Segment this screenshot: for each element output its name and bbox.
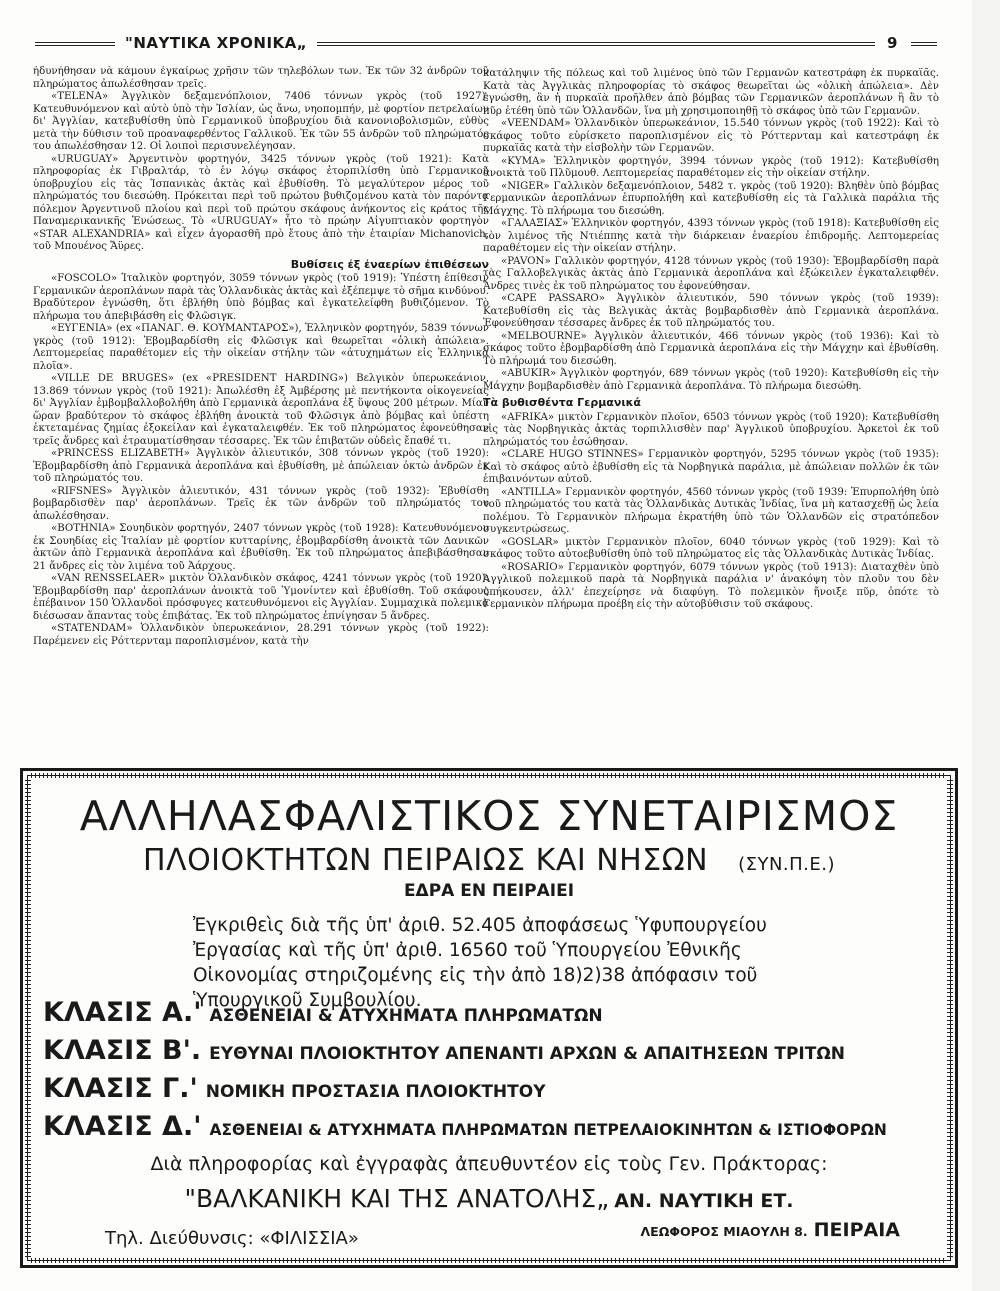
ad-title-line2-text: ΠΛΟΙΟΚΤΗΤΩΝ ΠΕΙΡΑΙΩΣ ΚΑΙ ΝΗΣΩΝ [142, 843, 709, 878]
ad-class-label: ΚΛΑΣΙΣ Γ.' [43, 1073, 198, 1104]
article-paragraph: «VAN RENSSELAER» μικτὸν Ὁλλανδικὸν σκάφος, 4241 τόννων γκρὸς (τοῦ 1920): Ἐβομβαρδίσθη παρ' ἀεροπλάνων ἀνοικτὰ τοῦ Ὑμονίντεν καὶ ἐβυθίσθη. Τοῦ σκάφους ἐπέβαινον 150 Ὁλλανδοὶ πρόσφυγες κατευθυνόμενοι εἰς Ἀγγλίαν. Συμμαχικὰ πολεμικὰ διέσωσαν ἅπαντας τοὺς ἐπιβάτας. Ἐκ τοῦ πληρώματος ἐπνίγησαν 5 ἄνδρες. [33, 573, 489, 622]
ad-class-label: ΚΛΑΣΙΣ Δ.' [43, 1111, 202, 1142]
header-rule-middle [317, 42, 875, 46]
article-paragraph: «VILLE DE BRUGES» (ex «PRESIDENT HARDING») Βελγικὸν ὑπερωκεάνιον, 13.869 τόννων γκρὸς (τοῦ 1921): Ἀπωλέσθη ἐξ Ἀμβέρσης μὲ πεντήκοντα οἰκογενείας δι' Ἀγγλίαν ἐμβομβαλλοβολήθη ἀπὸ Γερμανικὰ ἀεροπλάνα ἐξ ὕψους 200 μέτρων. Μίαν ὥραν βραδύτερον τὸ σκάφος ἐβλήθη ἀνοικτὰ τοῦ Φλῶσιγκ ἀπὸ βόμβας καὶ ὑπέστη ἐκτεταμένας ζημίας ἐξοκείλαν καὶ ἐγκαταλειφθέν. Ἐκ τοῦ πληρώματος ἐφονεύθησαν τρεῖς ἄνδρες καὶ ἐτραυματίσθησαν τέσσαρες. Ἐκ τῶν ἐπιβατῶν οὐδεὶς ἔπαθέ τι. [33, 373, 489, 447]
article-paragraph: «ΓΑΛΑΞΙΑΣ» Ἑλληνικὸν φορτηγόν, 4393 τόννων γκρὸς (τοῦ 1918): Κατεβυθίσθη εἰς τὸν λιμένος τῆς Ντιέππης κατὰ τὴν διάρκειαν ἐναερίου ἐπιδρομῆς. Λεπτομερείας παραθέτομεν εἰς τὴν οἰκείαν στήλην. [483, 218, 939, 254]
ad-contact-line: Διὰ πληροφορίας καὶ ἐγγραφὰς ἀπευθυντέον εἰς τοὺς Γεν. Πράκτορας: [150, 1153, 828, 1175]
article-paragraph: «TELENA» Ἀγγλικὸν δεξαμενόπλοιον, 7406 τόννων γκρὸς (τοῦ 1927): Κατευθυνόμενον καὶ αὐτὸ ὑπὸ τὴν Ἰσλίαν, ὡς ἄνω, νηοπομπήν, μὲ φορτίον πετρελαίων δι' Ἀγγλίαν, κατεβυθίσθη ὑπὸ Γερμανικοῦ ὑποβρυχίου διὰ κανονιοβολισμῶν, εὐθὺς μετὰ τὴν δύθισιν τοῦ προαναφερθέντος Γαλλικοῦ. Ἐκ τῶν 55 ἀνδρῶν τοῦ πληρώματός του ἀπωλέσθησαν 12. Οἱ λοιποὶ περισυνελέγησαν. [33, 91, 489, 152]
article-paragraph: «ABUKIR» Ἀγγλικὸν φορτηγόν, 689 τόννων γκρὸς (τοῦ 1920): Κατεβυθίσθη εἰς τὴν Μάγχην βομβαρδισθὲν ἀπὸ Γερμανικὰ ἀεροπλάνα. Τὸ πλήρωμα διεσώθη. [483, 368, 939, 392]
left-column [33, 66, 489, 766]
ad-telegraph-address: Τηλ. Διεύθυνσις: «ΦΙΛΙΣΣΙΑ» [105, 1228, 359, 1249]
ad-approval-text: Ἐγκριθεὶς διὰ τῆς ὑπ' ἀριθ. 52.405 ἀποφάσεως Ὑφυπουργείου Ἐργασίας καὶ τῆς ὑπ' ἀριθ. 16560 τοῦ Ὑπουργείου Ἐθνικῆς Οἰκονομίας στηριζομένης εἰς τὴν ἀπὸ 18)2)38 ἀπόφασιν τοῦ Ὑπουργικοῦ Συμβουλίου. [193, 915, 767, 1011]
ad-agent-suffix: ΑΝ. ΝΑΥΤΙΚΗ ΕΤ. [614, 1190, 794, 1212]
ad-class-b [43, 1035, 845, 1066]
article-paragraph: «GOSLAR» μικτὸν Γερμανικὸν πλοῖον, 6040 τόννων γκρὸς (τοῦ 1929): Καὶ τὸ σκάφος τοῦτο αὐτοεβυθίσθη ὑπὸ τοῦ πληρώματος εἰς τὰς Ὁλλανδικὰς Δυτικὰς Ἰνδίας. [483, 536, 939, 560]
article-paragraph: «MELBOURNE» Ἀγγλικὸν ἁλιευτικόν, 466 τόννων γκρὸς (τοῦ 1936): Καὶ τὸ σκάφος τοῦτο ἐβομβαρδίσθη ἀπὸ Γερμανικὰ ἀεροπλάνα εἰς τὴν Μάγχην καὶ ἐβυθίσθη. Τὸ πλήρωμά του διεσώθη. [483, 330, 939, 367]
article-paragraph: «AFRIKA» μικτὸν Γερμανικὸν πλοῖον, 6503 τόννων γκρὸς (τοῦ 1920): Κατεβυθίσθη εἰς τὰς Νορβηγικὰς ἀκτὰς τορπιλλισθὲν παρ' Ἀγγλικοῦ ὑποβρυχίου. Ἀρκετοὶ ἐκ τοῦ πληρώματός του ἐσώθησαν. [483, 411, 939, 448]
page-number: 9 [887, 34, 898, 52]
ad-class-desc: ΑΣΘΕΝΕΙΑΙ & ΑΤΥΧΗΜΑΤΑ ΠΛΗΡΩΜΑΤΩΝ ΠΕΤΡΕΛΑΙΟΚΙΝΗΤΩΝ & ΙΣΤΙΟΦΟΡΩΝ [209, 1121, 887, 1139]
ad-street-address [640, 1219, 900, 1241]
article-paragraph: «FOSCOLO» Ἰταλικὸν φορτηγόν, 3059 τόννων γκρὸς (τοῦ 1919): Ὑπέστη ἐπίθεσιν Γερμανικῶν ἀεροπλάνων παρὰ τὰς Ὁλλανδικὰς ἀκτὰς καὶ ἐξέπεμψε τὸ σῆμα κινδύνου. Βραδύτερον ἐγνώσθη, ὅτι ἐβλήθη ὑπὸ βόμβας καὶ ἐγκατελείφθη βυθιζόμενον. Τὸ πλήρωμα του ἀπεβιβάσθη εἰς Φλῶσιγκ. [33, 273, 489, 322]
article-paragraph: κατάληψιν τῆς πόλεως καὶ τοῦ λιμένος ὑπὸ τῶν Γερμανῶν κατεστράφη ἐκ πυρκαϊᾶς. Κατὰ τὰς Ἀγγλικὰς πληροφορίας τὸ σκάφος θεωρεῖται ὡς «ὁλικὴ ἀπώλεια». Δὲν ἐγνώσθη, ἂν ἡ πυρκαϊὰ προῆλθεν ἀπὸ βόμβας τῶν Γερμανικῶν ἀεροπλάνων ἢ ἂν τὸ πῦρ ἐτέθη ὑπὸ τῶν Ὁλλανδῶν, ἵνα μὴ χρησιμοποιηθῇ τὸ σκάφος ὑπὸ τῶν Γερμανῶν. [483, 68, 939, 117]
ad-class-label: ΚΛΑΣΙΣ Β'. [43, 1035, 202, 1066]
article-paragraph: «NIGER» Γαλλικὸν δεξαμενόπλοιον, 5482 τ. γκρὸς (τοῦ 1920): Βληθὲν ὑπὸ βόμβας Γερμανικῶν ἀεροπλάνων ἐπυρπολήθη καὶ κατεβυθίσθη εἰς τὰ Γαλλικὰ παράλια τῆς Μάγχης. Τὸ πλήρωμα του διεσώθη. [483, 180, 939, 217]
article-paragraph: «RIFSNES» Ἀγγλικὸν ἁλιευτικόν, 431 τόννων γκρὸς (τοῦ 1932): Ἐβυθίσθη βομβαρδισθὲν παρ' ἀεροπλάνων. Τρεῖς ἐκ τῶν ἀνδρῶν τοῦ πληρώματός του ἀπωλέσθησαν. [33, 485, 489, 522]
insurance-advertisement [20, 768, 958, 1268]
running-title: "ΝΑΥΤΙΚΑ ΧΡΟΝΙΚΑ„ [125, 34, 308, 52]
ad-hatch-border-top [31, 773, 947, 778]
ad-agent [23, 1184, 955, 1213]
ad-agent-name: "ΒΑΛΚΑΝΙΚΗ ΚΑΙ ΤΗΣ ΑΝΑΤΟΛΗΣ„ [184, 1184, 610, 1213]
ad-class-desc: ΝΟΜΙΚΗ ΠΡΟΣΤΑΣΙΑ ΠΛΟΙΟΚΤΗΤΟΥ [205, 1082, 546, 1102]
ad-class-d [43, 1111, 887, 1142]
article-paragraph: «PRINCESS ELIZABETH» Ἀγγλικὸν ἁλιευτικόν, 308 τόννων γκρὸς (τοῦ 1920): Ἐβομβαρδίσθη ἀπὸ Γερμανικὰ ἀεροπλάνα καὶ ἐβυθίσθη, μὲ ἀπώλειαν ὀκτὼ ἀνδρῶν ἐκ τοῦ πληρώματός του. [33, 448, 489, 484]
page-edge-shadow [972, 0, 1000, 1291]
header-rule-left [35, 42, 115, 46]
article-paragraph: «BOTHNIA» Σουηδικὸν φορτηγόν, 2407 τόννων γκρὸς (τοῦ 1928): Κατευθυνόμενον ἐκ Σουηδίας εἰς Ἰταλίαν μὲ φορτίον κυτταρίνης, ἐβομβαρδίσθη ἀνοικτὰ τῶν Δανικῶν ἀκτῶν ἀπὸ Γερμανικὰ ἀεροπλάνα καὶ ἐβυθίσθη. Ἐκ τοῦ πληρώματος ἀπεβιβάσθησαν 21 ἄνδρες εἰς τὸν λιμένα τοῦ Ἀάρχους. [33, 523, 489, 572]
article-paragraph: «ΚΥΜΑ» Ἑλληνικὸν φορτηγόν, 3994 τόννων γκρὸς (τοῦ 1912): Κατεβυθίσθη ἀνοικτὰ τοῦ Πλῦμουθ. Λεπτομερείας παραθέτομεν εἰς τὴν οἰκείαν στήλην. [483, 155, 939, 179]
ad-address-city: ΠΕΙΡΑΙΑ [813, 1219, 900, 1241]
right-column [483, 68, 939, 768]
article-paragraph: «ΕΥΓΕΝΙΑ» (ex «ΠΑΝΑΓ. Θ. ΚΟΥΜΑΝΤΑΡΟΣ»), Ἑλληνικὸν φορτηγόν, 5839 τόννων γκρὸς (τοῦ 1912): Ἐβομβαρδίσθη εἰς Φλῶσιγκ καὶ θεωρεῖται «ὁλικὴ ἀπώλεια». Λεπτομερείας παραθέτομεν εἰς τὴν οἰκείαν στήλην τῶν «ἀτυχημάτων εἰς Ἑλληνικὰ πλοῖα». [33, 323, 489, 372]
article-paragraph: «STATENDAM» Ὁλλανδικὸν ὑπερωκεάνιον, 28.291 τόννων γκρὸς (τοῦ 1922): Παρέμενεν εἰς Ρόττερνταμ παροπλισμένον, κατὰ τὴν [33, 623, 489, 647]
section-heading-german-sunk: Τὰ βυθισθέντα Γερμανικά [483, 396, 641, 409]
article-paragraph: «VEENDAM» Ὁλλανδικὸν ὑπερωκεάνιον, 15.540 τόννων γκρὸς (τοῦ 1922): Καὶ τὸ σκάφος τοῦτο εὑρίσκετο παροπλισμένον εἰς τὸ Ρόττερνταμ καὶ κατεστράφη ἐκ πυρκαϊᾶς κατὰ τὴν εἰσβολὴν τῶν Γερμανῶν. [483, 118, 939, 154]
article-paragraph: ἠδυνήθησαν νὰ κάμουν ἐγκαίρως χρῆσιν τῶν τηλεβόλων των. Ἐκ τῶν 32 ἀνδρῶν τοῦ πληρώματος ἀπωλέσθησαν τρεῖς. [33, 66, 489, 90]
ad-class-desc: ΑΣΘΕΝΕΙΑΙ & ΑΤΥΧΗΜΑΤΑ ΠΛΗΡΩΜΑΤΩΝ [209, 1006, 603, 1026]
ad-title-line2 [23, 843, 955, 883]
article-paragraph: «URUGUAY» Ἀργεντινὸν φορτηγόν, 3425 τόννων γκρὸς (τοῦ 1921): Κατὰ πληροφορίας ἐκ Γιβραλτάρ, τὸ ἐν λόγῳ σκάφος ἐτορπιλίσθη ὑπὸ Γερμανικοῦ ὑποβρυχίου εἰς τὰς Ἱσπανικὰς ἀκτὰς καὶ ἐβυθίσθη. Τὸ μεγαλύτερον μέρος τοῦ πληρώματός του διεσώθη. Πρόκειται περὶ τοῦ πρώτου βυθιζομένου κατὰ τὸν παρόντα πόλεμον Ἀργεντινοῦ πλοίου καὶ περὶ τοῦ πρώτου σκάφους ἀνήκοντος εἰς κράτος τῆς Παναμερικανικῆς Ἑνώσεως. Τὸ «URUGUAY» ἦτο τὸ πρώην Αἰγυπτιακὸν φορτηγὸν «STAR ALEXANDRIA» καὶ εἶχεν ἀγορασθῆ πρὸ ἔτους ἀπὸ τὴν ἑταιρίαν Michanovich, τοῦ Μπουένος Ἄϋρες. [33, 153, 489, 252]
running-header [35, 34, 937, 56]
ad-class-a [43, 997, 603, 1028]
ad-hatch-border-bottom [31, 1258, 947, 1263]
ad-seat: ΕΔΡΑ ΕΝ ΠΕΙΡΑΙΕΙ [403, 881, 575, 901]
ad-address-street: ΛΕΩΦΟΡΟΣ ΜΙΑΟΥΛΗ 8. [640, 1224, 808, 1239]
article-paragraph: «CAPE PASSARO» Ἀγγλικὸν ἁλιευτικόν, 590 τόννων γκρὸς (τοῦ 1939): Κατεβυθίσθη εἰς τὰς Βελγικὰς ἀκτὰς βομβαρδισθὲν ἀπὸ Γερμανικὰ ἀεροπλάνα. Ἐφονεύθησαν τέσσαρες ἄνδρες ἐκ τοῦ πληρώματός του. [483, 293, 939, 329]
ad-title-line1: ΑΛΛΗΛΑΣΦΑΛΙΣΤΙΚΟΣ ΣΥΝΕΤΑΙΡΙΣΜΟΣ [79, 792, 899, 840]
header-rule-right [911, 42, 937, 46]
article-paragraph: «ANTILLA» Γερμανικὸν φορτηγόν, 4560 τόννων γκρὸς (τοῦ 1939: Ἐπυρπολήθη ὑπὸ τοῦ πληρώματός του κατὰ τὰς Ὁλλανδικὰς Δυτικὰς Ἰνδίας, ἵνα μὴ κατασχεθῇ ὡς λεία πολέμου. Τὸ Γερμανικὸν πλήρωμα ἐκρατήθη ὑπὸ τῶν Ὁλλανδῶν εἰς στρατόπεδον συγκεντρώσεως. [483, 486, 939, 535]
article-paragraph: «ROSARIO» Γερμανικὸν φορτηγόν, 6079 τόννων γκρὸς (τοῦ 1913): Διαταχθὲν ὑπὸ Ἀγγλικοῦ πολεμικοῦ παρὰ τὰ Νορβηγικὰ παράλια ν' ἀνακόψη τὸν πλοῦν του δὲν ὑπήκουσεν, ἀλλ' ἐπεχείρησε νὰ διαφύγη. Τὸ πολεμικὸν ἤνοιξε πῦρ, ὁπότε τὸ Γερμανικὸν πλήρωμα προέβη εἰς τὴν αὐτοβύθισιν τοῦ σκάφους. [483, 561, 939, 610]
ad-class-c [43, 1073, 546, 1104]
article-paragraph: «PAVON» Γαλλικὸν φορτηγόν, 4128 τόννων γκρὸς (τοῦ 1930): Ἐβομβαρδίσθη παρὰ τὰς Γαλλοβελγικὰς ἀκτὰς ἀπὸ Γερμανικὰ ἀεροπλάνα καὶ ἐξώκειλεν ἐγκαταλειφθέν. Ἄνδρες τινὲς ἐκ τοῦ πληρώματος του ἐφονεύθησαν. [483, 255, 939, 292]
ad-class-label: ΚΛΑΣΙΣ Α.' [43, 997, 202, 1028]
ad-class-desc: ΕΥΘΥΝΑΙ ΠΛΟΙΟΚΤΗΤΟΥ ΑΠΕΝΑΝΤΙ ΑΡΧΩΝ & ΑΠΑΙΤΗΣΕΩΝ ΤΡΙΤΩΝ [209, 1044, 846, 1064]
ad-abbreviation: (ΣΥΝ.Π.Ε.) [738, 854, 836, 875]
section-heading-air-attacks: Βυθίσεις ἐξ ἐναερίων ἐπιθέσεων [290, 257, 489, 271]
article-paragraph: «CLARE HUGO STINNES» Γερμανικὸν φορτηγόν, 5295 τόννων γκρὸς (τοῦ 1935): Καὶ τὸ σκάφος αὐτὸ ἐβυθίσθη εἰς τὰ Νορβηγικὰ παράλια, μὲ ἀπώλειαν πολλῶν ἐκ τῶν ἐπιβαινόντων αὐτοῦ. [483, 449, 939, 485]
